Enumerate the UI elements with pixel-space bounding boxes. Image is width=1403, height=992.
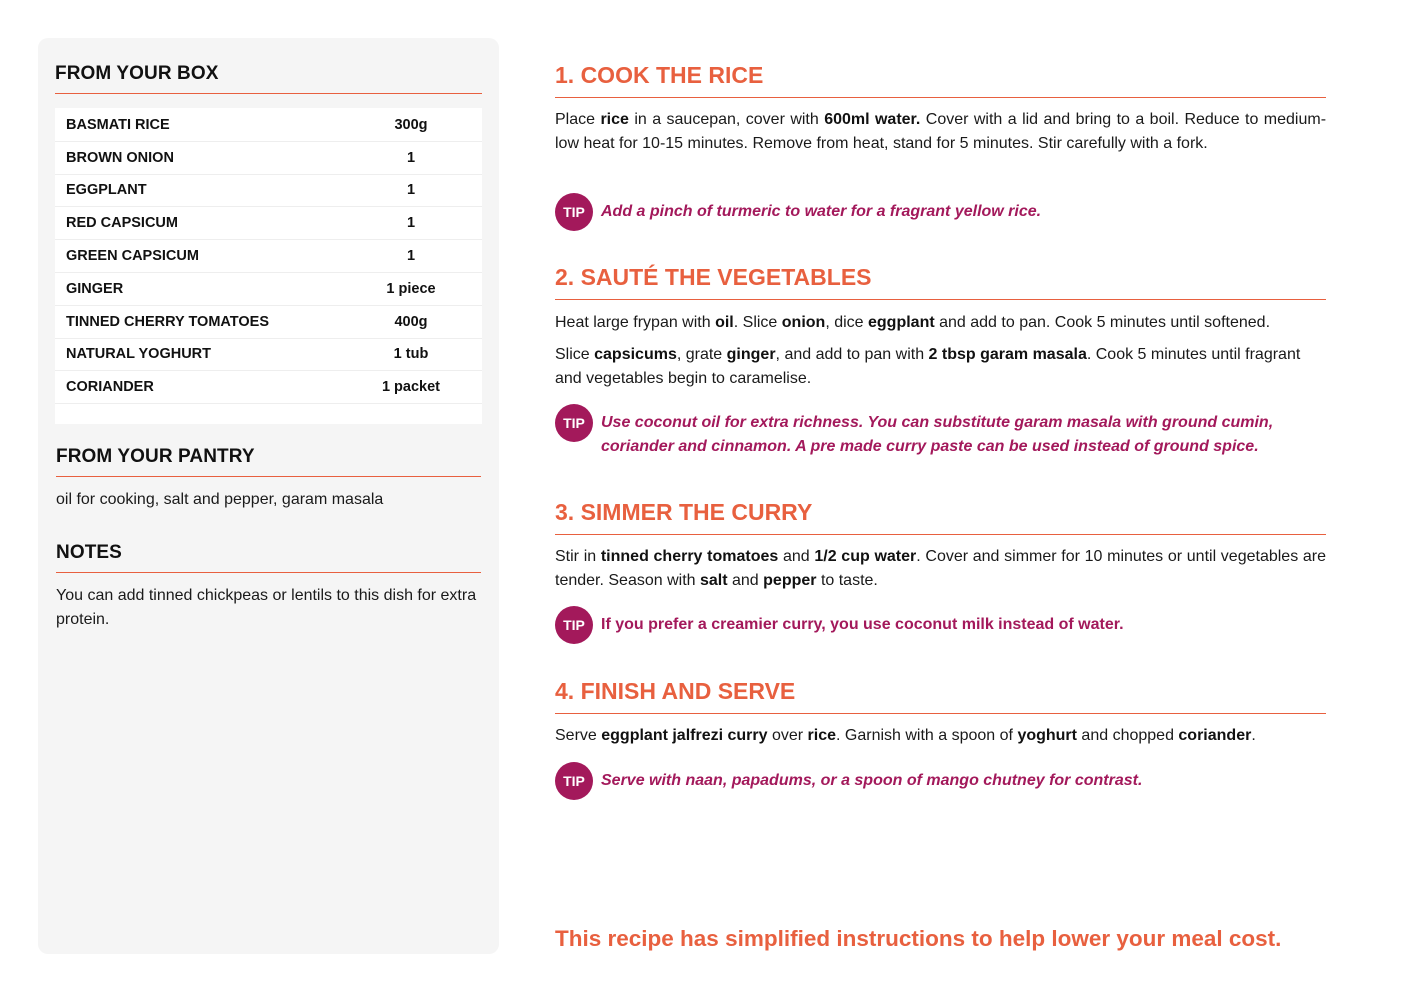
ingredient-row	[55, 273, 482, 306]
bold-text: yoghurt	[1017, 727, 1077, 744]
bold-text: tinned cherry tomatoes	[600, 548, 779, 565]
text-run: over	[767, 727, 808, 744]
tip-badge: TIP	[555, 193, 593, 231]
text-run: Heat large frypan with	[555, 314, 716, 331]
tip-text: Serve with naan, papadums, or a spoon of mango chutney for contrast.	[601, 772, 1143, 789]
bold-text: salt	[699, 571, 728, 589]
tip-badge: TIP	[555, 606, 593, 644]
ingredient-row	[55, 371, 482, 404]
bold-text: pepper	[763, 571, 817, 589]
ingredient-name: EGGPLANT	[66, 182, 147, 199]
text-run: .	[1251, 727, 1256, 744]
ingredient-name: GREEN CAPSICUM	[66, 248, 199, 265]
text-run: . Cover and simmer for 10 minutes or until vegetables are tender. Season with	[555, 548, 1327, 589]
tip-text: Add a pinch of turmeric to water for a fragrant yellow rice.	[601, 203, 1042, 220]
text-run: Slice	[555, 346, 595, 363]
ingredient-qty: 1 packet	[381, 379, 441, 396]
ingredient-row	[55, 240, 482, 273]
tip-badge: TIP	[555, 762, 593, 800]
bold-text: rice	[807, 727, 836, 744]
ingredients-panel	[38, 38, 499, 954]
step-4-text	[555, 724, 1326, 748]
bold-text: coriander	[1178, 727, 1252, 744]
notes-heading: NOTES	[56, 542, 481, 573]
ingredient-row	[55, 306, 482, 339]
bold-text: eggplant	[868, 314, 935, 331]
ingredient-qty: 1	[406, 149, 416, 166]
bold-text: onion	[781, 314, 826, 331]
text-run: and chopped	[1076, 727, 1179, 744]
text-run: , and add to pan with	[775, 346, 929, 363]
text-run: Serve	[555, 727, 602, 744]
bold-text: ginger	[726, 346, 776, 363]
step-1-text	[555, 108, 1326, 155]
step-3-tip	[555, 606, 1326, 644]
ingredient-qty: 1	[406, 215, 416, 232]
pantry-text: oil for cooking, salt and pepper, garam masala	[56, 491, 384, 508]
from-your-pantry-heading: FROM YOUR PANTRY	[56, 446, 481, 477]
ingredient-name: BROWN ONION	[66, 149, 174, 166]
step-1-tip	[555, 193, 1326, 231]
ingredient-name: NATURAL YOGHURT	[66, 346, 211, 363]
text-run: Stir in	[555, 548, 601, 565]
ingredient-qty: 1	[406, 182, 416, 199]
step-2-heading: 2. SAUTÉ THE VEGETABLES	[555, 264, 1326, 300]
step-3-heading: 3. SIMMER THE CURRY	[555, 499, 1326, 535]
from-your-box-heading: FROM YOUR BOX	[55, 63, 482, 94]
text-run: and	[727, 571, 764, 589]
text-run: Cover with a lid and bring to a boil. Reduce to medium-low heat for 10-15 minutes. Remove from heat, stand for 5 minutes. Stir carefully with a fork.	[555, 111, 1327, 152]
step-4-tip	[555, 762, 1326, 800]
ingredient-row	[55, 339, 482, 372]
bold-text: 600ml water.	[824, 111, 921, 128]
bold-text: eggplant jalfrezi curry	[601, 727, 768, 744]
ingredient-qty: 1 piece	[386, 280, 436, 297]
ingredient-row	[55, 109, 482, 142]
text-run: . Cook 5 minutes until fragrant and vegetables begin to caramelise.	[555, 346, 1301, 387]
text-run: . Garnish with a spoon of	[836, 727, 1018, 744]
notes-text: You can add tinned chickpeas or lentils to this dish for extra protein.	[56, 587, 477, 628]
step-2-tip	[555, 404, 1326, 458]
ingredient-name: TINNED CHERRY TOMATOES	[66, 313, 270, 330]
bold-text: rice	[600, 111, 629, 128]
ingredient-name: BASMATI RICE	[66, 116, 170, 133]
step-1-heading: 1. COOK THE RICE	[555, 62, 1326, 98]
bold-text: 2 tbsp garam masala	[928, 346, 1087, 363]
step-2-text-b	[555, 343, 1326, 390]
tip-text: If you prefer a creamier curry, you use coconut milk instead of water.	[601, 616, 1124, 633]
text-run: in a saucepan, cover with	[628, 111, 825, 128]
text-run: . Slice	[733, 314, 782, 331]
ingredient-row	[55, 142, 482, 175]
text-run: , dice	[825, 314, 868, 331]
ingredient-name: GINGER	[66, 280, 124, 297]
text-run: and	[778, 548, 815, 565]
footer-note: This recipe has simplified instructions to help lower your meal cost.	[555, 926, 1282, 951]
bold-text: 1/2 cup water	[814, 548, 917, 565]
ingredient-row	[55, 175, 482, 208]
step-3-text	[555, 545, 1326, 592]
tip-text: Use coconut oil for extra richness. You can substitute garam masala with ground cumin, coriander and cinnamon. A pre made curry paste can be used instead of ground spice.	[601, 414, 1274, 455]
ingredient-qty: 300g	[394, 116, 428, 133]
ingredient-row	[55, 207, 482, 240]
text-run: to taste.	[816, 571, 878, 589]
tip-badge: TIP	[555, 404, 593, 442]
bold-text: capsicums	[594, 346, 677, 363]
step-2-text-a	[555, 311, 1326, 335]
ingredient-qty: 400g	[394, 313, 428, 330]
text-run: , grate	[676, 346, 727, 363]
step-4-heading: 4. FINISH AND SERVE	[555, 678, 1326, 714]
ingredient-name: CORIANDER	[66, 379, 154, 396]
text-run: and add to pan. Cook 5 minutes until softened.	[934, 314, 1271, 331]
ingredient-qty: 1	[406, 248, 416, 265]
ingredients-table	[55, 108, 482, 424]
ingredient-qty: 1 tub	[393, 346, 429, 363]
text-run: Place	[555, 111, 601, 128]
bold-text: oil	[715, 314, 734, 331]
ingredient-name: RED CAPSICUM	[66, 215, 178, 232]
